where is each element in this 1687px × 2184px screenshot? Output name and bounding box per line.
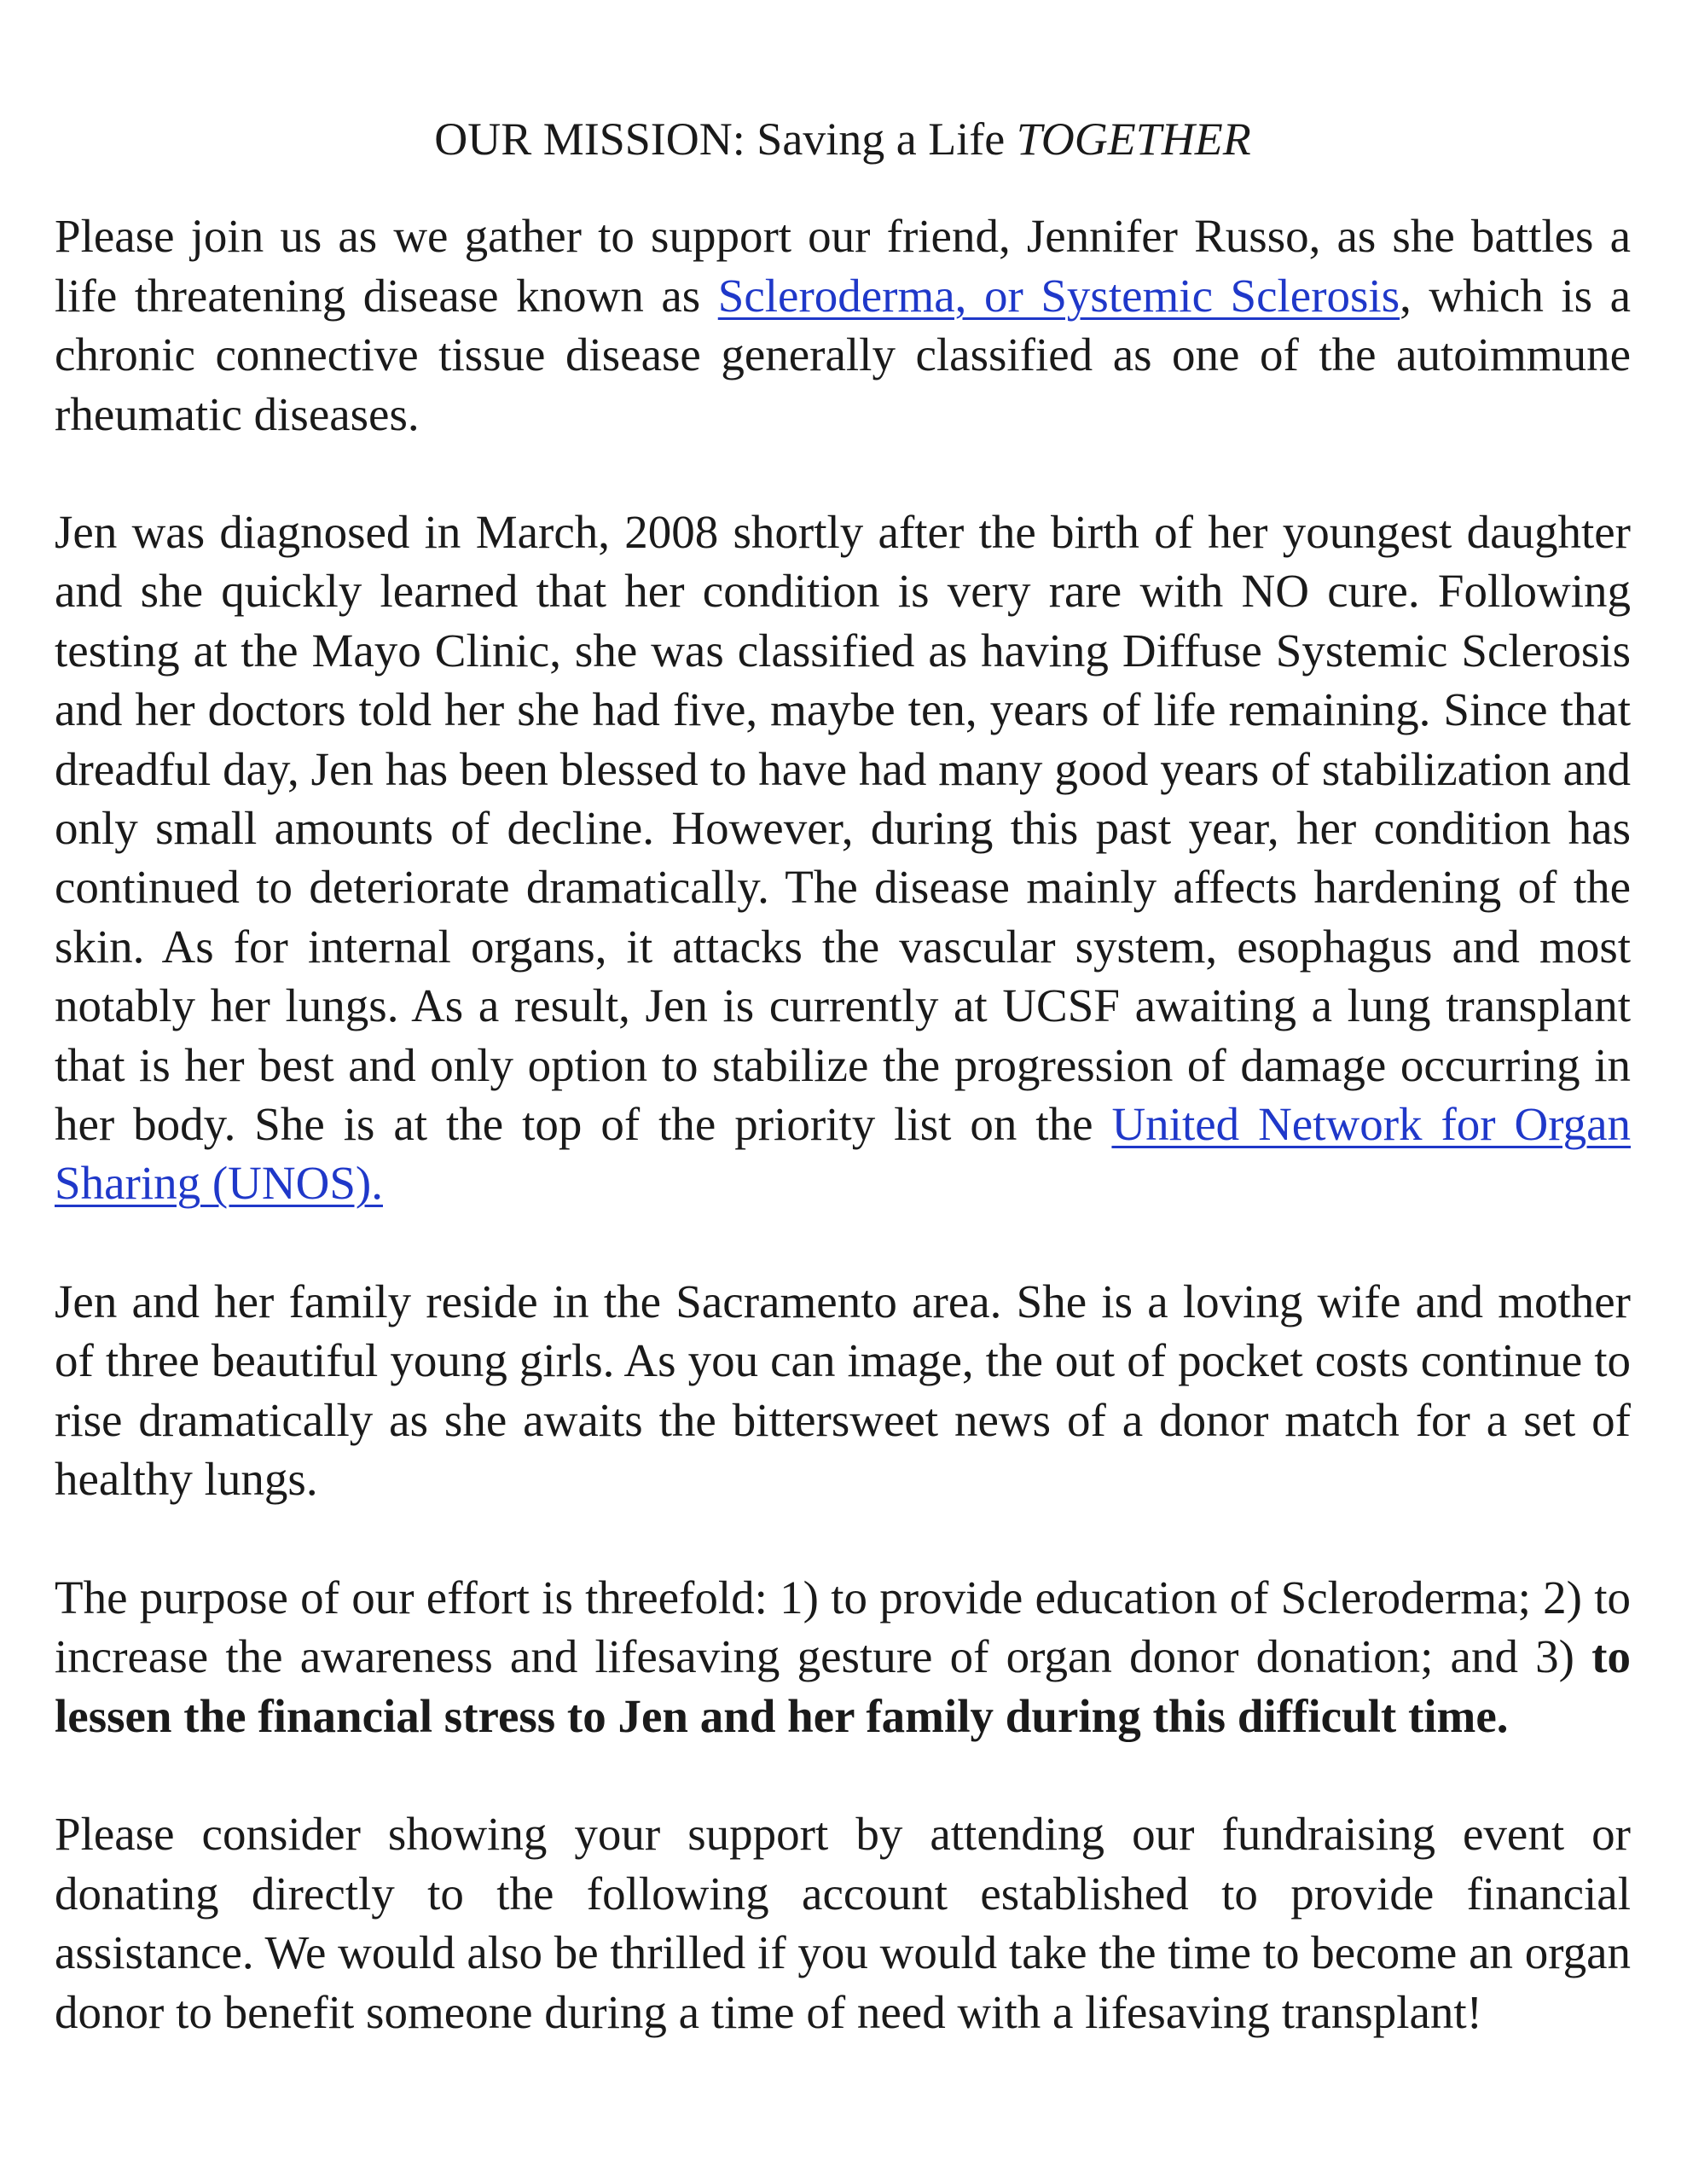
paragraph-family bbox=[55, 1272, 1631, 1509]
paragraph-intro-text-end: , which is a chronic connective tissue disease generally classified as one of the autoimmune rheumatic diseases. bbox=[55, 269, 1632, 440]
title-prefix: OUR MISSION: Saving a Life bbox=[434, 113, 1017, 165]
paragraph-intro-text: Please join us as we gather to support our friend, Jennifer Russo, as she battles a life threatening disease known as bbox=[55, 210, 1631, 322]
paragraph-diagnosis-text: Jen was diagnosed in March, 2008 shortly after the birth of her youngest daughter and she quickly learned that her condition is very rare with NO cure. Following testing at the Mayo Clinic, she was classified as having Diffuse Systemic Sclerosis and her doctors told her she had five, maybe ten, years of life remaining. Since that dreadful day, Jen has been blessed to have had many good years of stabilization and only small amounts of decline. However, during this past year, her condition has continued to deteriorate dramatically. The disease mainly affects hardening of the skin. As for internal organs, it attacks the vascular system, esophagus and most notably her lungs. As a result, Jen is currently at UCSF awaiting a lung transplant that is her best and only option to stabilize the progression of damage occurring in her body. She is at the top of the priority list on the bbox=[55, 506, 1631, 1151]
paragraph-purpose bbox=[55, 1568, 1631, 1746]
paragraph-purpose-bold: to lessen the financial stress to Jen and her family during this difficult time. bbox=[55, 1630, 1631, 1742]
paragraph-family-text: Jen and her family reside in the Sacramento area. She is a loving wife and mother of three beautiful young girls. As you can image, the out of pocket costs continue to rise dramatically as she awaits the bittersweet news of a donor match for a set of healthy lungs. bbox=[55, 1275, 1631, 1506]
paragraph-call-to-action-text: Please consider showing your support by attending our fundraising event or donating directly to the following account established to provide financial assistance. We would also be thrilled if you would take the time to become an organ donor to benefit someone during a time of need with a lifesaving transplant! bbox=[55, 1808, 1631, 2038]
paragraph-call-to-action bbox=[55, 1804, 1631, 2042]
paragraph-diagnosis bbox=[55, 502, 1631, 1213]
document-page bbox=[55, 109, 1631, 2100]
paragraph-purpose-text: The purpose of our effort is threefold: 1) to provide education of Scleroderma; 2) to increase the awareness and lifesaving gesture of organ donor donation; and 3) bbox=[55, 1571, 1631, 1683]
title-emphasis: TOGETHER bbox=[1016, 113, 1251, 165]
scleroderma-link[interactable]: Scleroderma, or Systemic Sclerosis bbox=[717, 269, 1400, 322]
unos-link[interactable]: United Network for Organ Sharing (UNOS). bbox=[55, 1098, 1631, 1210]
paragraph-intro bbox=[55, 206, 1631, 444]
page-title bbox=[55, 109, 1631, 169]
